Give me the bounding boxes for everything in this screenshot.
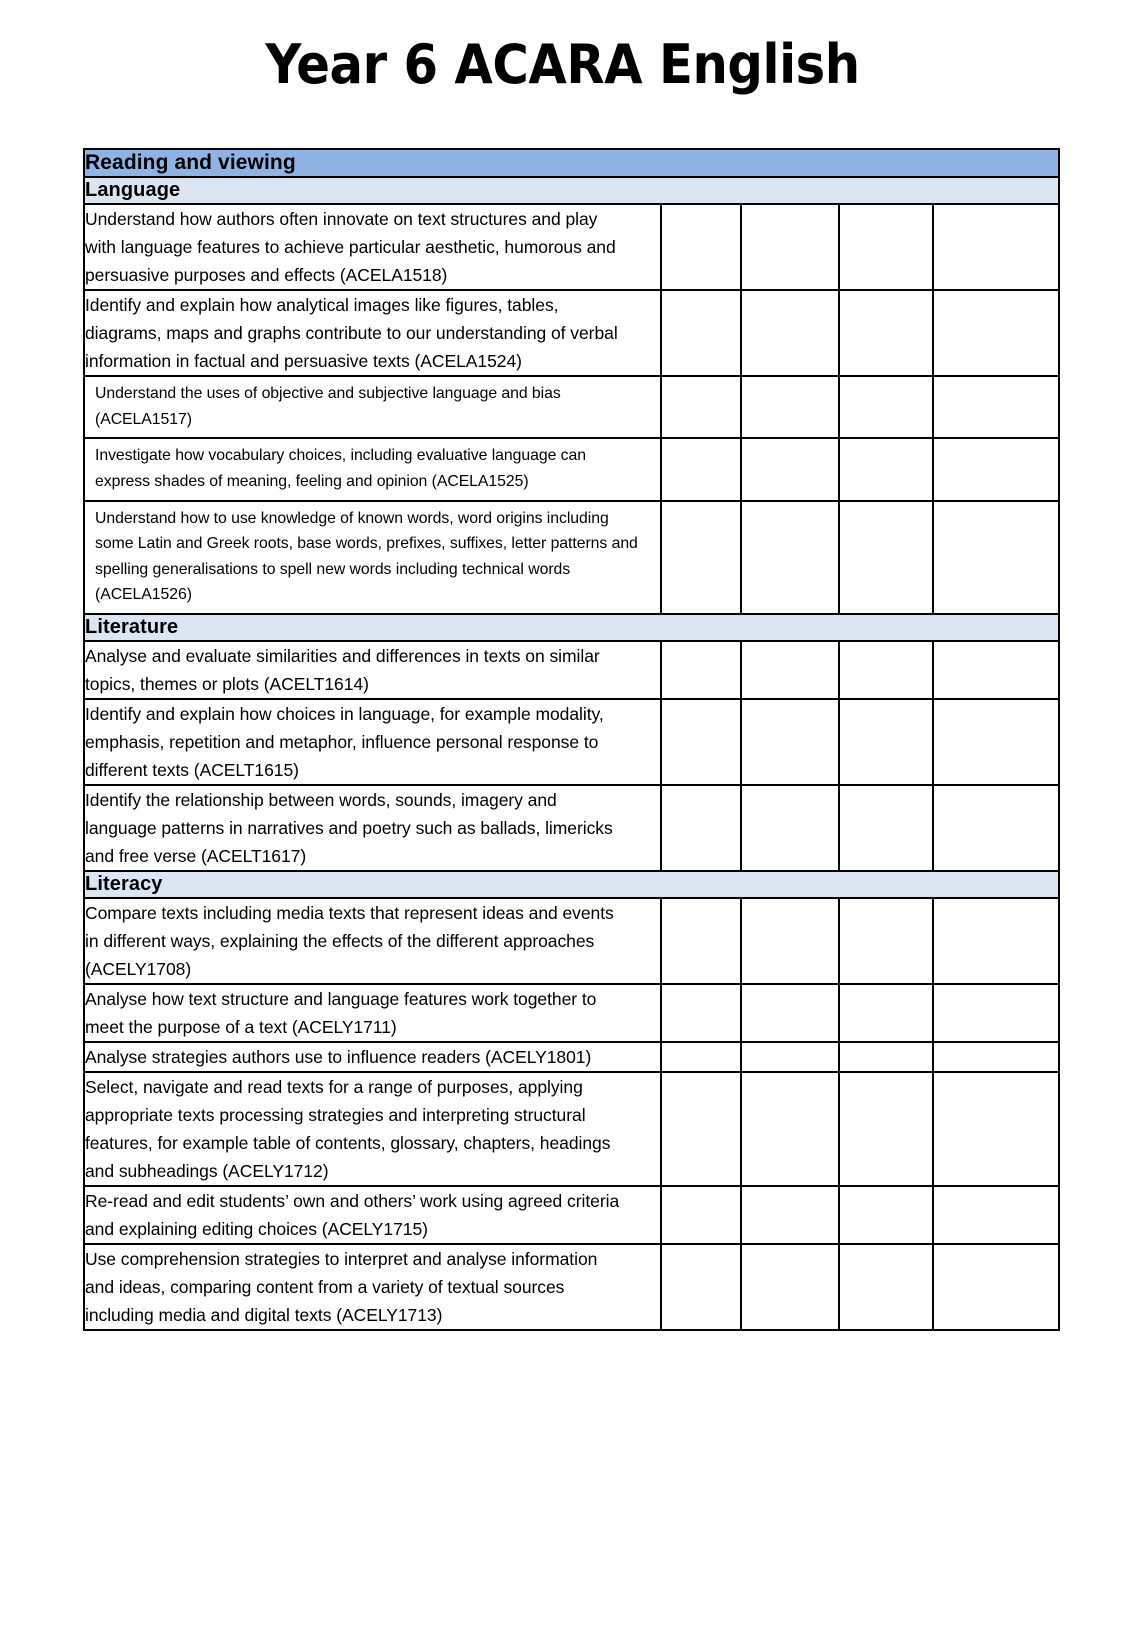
checkbox-cell-3[interactable] (839, 438, 933, 500)
checklist-table-container (83, 148, 1058, 1331)
section-heading-language: Language (84, 177, 1059, 204)
outcome-description-text: Analyse strategies authors use to influence readers (ACELY1801) (85, 1046, 592, 1067)
checkbox-cell-4[interactable] (933, 501, 1059, 614)
outcome-description-text: Compare texts including media texts that represent ideas and events in different ways, explaining the effects of the different approaches (ACELY1708) (85, 902, 614, 979)
table-row (84, 984, 1059, 1042)
outcome-description (84, 641, 661, 699)
section-heading-row (84, 177, 1059, 204)
checkbox-cell-1[interactable] (661, 1244, 741, 1330)
checkbox-cell-4[interactable] (933, 204, 1059, 290)
page-title: Year 6 ACARA English (265, 33, 860, 96)
table-row (84, 438, 1059, 500)
outcome-description (84, 438, 661, 500)
checkbox-cell-3[interactable] (839, 641, 933, 699)
outcome-description (84, 699, 661, 785)
checkbox-cell-2[interactable] (741, 641, 839, 699)
strand-banner-label: Reading and viewing (84, 149, 1059, 177)
checkbox-cell-1[interactable] (661, 376, 741, 438)
outcome-description-text: Understand the uses of objective and subjective language and bias (ACELA1517) (95, 385, 561, 428)
checkbox-cell-4[interactable] (933, 376, 1059, 438)
checkbox-cell-3[interactable] (839, 204, 933, 290)
table-row (84, 1244, 1059, 1330)
checkbox-cell-4[interactable] (933, 438, 1059, 500)
checkbox-cell-4[interactable] (933, 984, 1059, 1042)
table-row (84, 290, 1059, 376)
checkbox-cell-1[interactable] (661, 785, 741, 871)
outcome-description-text: Identify and explain how choices in language, for example modality, emphasis, repetition and metaphor, influence personal response to different texts (ACELT1615) (85, 703, 604, 780)
checkbox-cell-2[interactable] (741, 1042, 839, 1072)
section-heading-literacy: Literacy (84, 871, 1059, 898)
table-row (84, 785, 1059, 871)
checkbox-cell-4[interactable] (933, 641, 1059, 699)
outcome-description-text: Analyse how text structure and language features work together to meet the purpose of a text (ACELY1711) (85, 988, 597, 1037)
checkbox-cell-1[interactable] (661, 290, 741, 376)
checkbox-cell-3[interactable] (839, 1072, 933, 1186)
checkbox-cell-2[interactable] (741, 204, 839, 290)
table-row (84, 699, 1059, 785)
checkbox-cell-2[interactable] (741, 785, 839, 871)
outcome-description-text: Use comprehension strategies to interpret and analyse information and ideas, comparing content from a variety of textual sources including media and digital texts (ACELY1713) (85, 1248, 598, 1325)
checkbox-cell-1[interactable] (661, 699, 741, 785)
checkbox-cell-1[interactable] (661, 641, 741, 699)
outcome-description (84, 501, 661, 614)
checkbox-cell-4[interactable] (933, 1244, 1059, 1330)
checkbox-cell-1[interactable] (661, 898, 741, 984)
checkbox-cell-1[interactable] (661, 1042, 741, 1072)
section-heading-row (84, 614, 1059, 641)
outcome-description (84, 204, 661, 290)
checkbox-cell-1[interactable] (661, 984, 741, 1042)
checkbox-cell-4[interactable] (933, 699, 1059, 785)
outcome-description (84, 1186, 661, 1244)
checkbox-cell-1[interactable] (661, 1186, 741, 1244)
checkbox-cell-4[interactable] (933, 898, 1059, 984)
outcome-description (84, 1042, 661, 1072)
outcome-description-text: Identify the relationship between words, sounds, imagery and language patterns in narratives and poetry such as ballads, limericks and free verse (ACELT1617) (85, 789, 613, 866)
section-heading-row (84, 871, 1059, 898)
checkbox-cell-3[interactable] (839, 501, 933, 614)
outcome-description-text: Investigate how vocabulary choices, including evaluative language can express shades of meaning, feeling and opinion (ACELA1525) (95, 447, 586, 490)
outcome-description-text: Identify and explain how analytical images like figures, tables, diagrams, maps and graphs contribute to our understanding of verbal information in factual and persuasive texts (ACELA1524) (85, 295, 618, 372)
checkbox-cell-1[interactable] (661, 501, 741, 614)
outcome-description-text: Select, navigate and read texts for a range of purposes, applying appropriate texts processing strategies and interpreting structural features, for example table of contents, glossary, chapters, headings and subheadings (ACELY1712) (85, 1076, 611, 1181)
checkbox-cell-2[interactable] (741, 984, 839, 1042)
checkbox-cell-3[interactable] (839, 290, 933, 376)
section-heading-literature: Literature (84, 614, 1059, 641)
outcome-description-text: Understand how to use knowledge of known words, word origins including some Latin and Greek roots, base words, prefixes, suffixes, letter patterns and spelling generalisations to spell new words including technical words (ACELA1526) (95, 509, 638, 604)
outcome-description (84, 785, 661, 871)
table-row (84, 1072, 1059, 1186)
outcome-description (84, 1244, 661, 1330)
strand-banner-row (84, 149, 1059, 177)
checkbox-cell-2[interactable] (741, 699, 839, 785)
checkbox-cell-4[interactable] (933, 1042, 1059, 1072)
outcome-description-text: Understand how authors often innovate on text structures and play with language features to achieve particular aesthetic, humorous and persuasive purposes and effects (ACELA1518) (85, 209, 616, 286)
checkbox-cell-4[interactable] (933, 1186, 1059, 1244)
checkbox-cell-2[interactable] (741, 1244, 839, 1330)
curriculum-checklist-table (83, 148, 1060, 1331)
outcome-description-text: Re-read and edit students’ own and others’ work using agreed criteria and explaining editing choices (ACELY1715) (85, 1190, 620, 1239)
checkbox-cell-3[interactable] (839, 376, 933, 438)
checkbox-cell-2[interactable] (741, 501, 839, 614)
table-row (84, 898, 1059, 984)
outcome-description (84, 898, 661, 984)
checkbox-cell-3[interactable] (839, 898, 933, 984)
table-row (84, 501, 1059, 614)
checkbox-cell-2[interactable] (741, 438, 839, 500)
outcome-description-text: Analyse and evaluate similarities and differences in texts on similar topics, themes or plots (ACELT1614) (85, 645, 600, 694)
table-row (84, 641, 1059, 699)
checkbox-cell-3[interactable] (839, 785, 933, 871)
table-row (84, 376, 1059, 438)
checkbox-cell-2[interactable] (741, 376, 839, 438)
table-row (84, 1042, 1059, 1072)
checkbox-cell-4[interactable] (933, 1072, 1059, 1186)
checkbox-cell-1[interactable] (661, 438, 741, 500)
checkbox-cell-3[interactable] (839, 1244, 933, 1330)
table-row (84, 1186, 1059, 1244)
checkbox-cell-3[interactable] (839, 984, 933, 1042)
checkbox-cell-2[interactable] (741, 898, 839, 984)
outcome-description (84, 376, 661, 438)
checkbox-cell-2[interactable] (741, 1186, 839, 1244)
checklist-table-body (84, 149, 1059, 1330)
outcome-description (84, 984, 661, 1042)
checkbox-cell-2[interactable] (741, 1072, 839, 1186)
table-row (84, 204, 1059, 290)
checkbox-cell-3[interactable] (839, 699, 933, 785)
checkbox-cell-1[interactable] (661, 1072, 741, 1186)
checkbox-cell-1[interactable] (661, 204, 741, 290)
checkbox-cell-3[interactable] (839, 1186, 933, 1244)
outcome-description (84, 1072, 661, 1186)
outcome-description (84, 290, 661, 376)
checkbox-cell-4[interactable] (933, 290, 1059, 376)
checkbox-cell-2[interactable] (741, 290, 839, 376)
checkbox-cell-4[interactable] (933, 785, 1059, 871)
checkbox-cell-3[interactable] (839, 1042, 933, 1072)
